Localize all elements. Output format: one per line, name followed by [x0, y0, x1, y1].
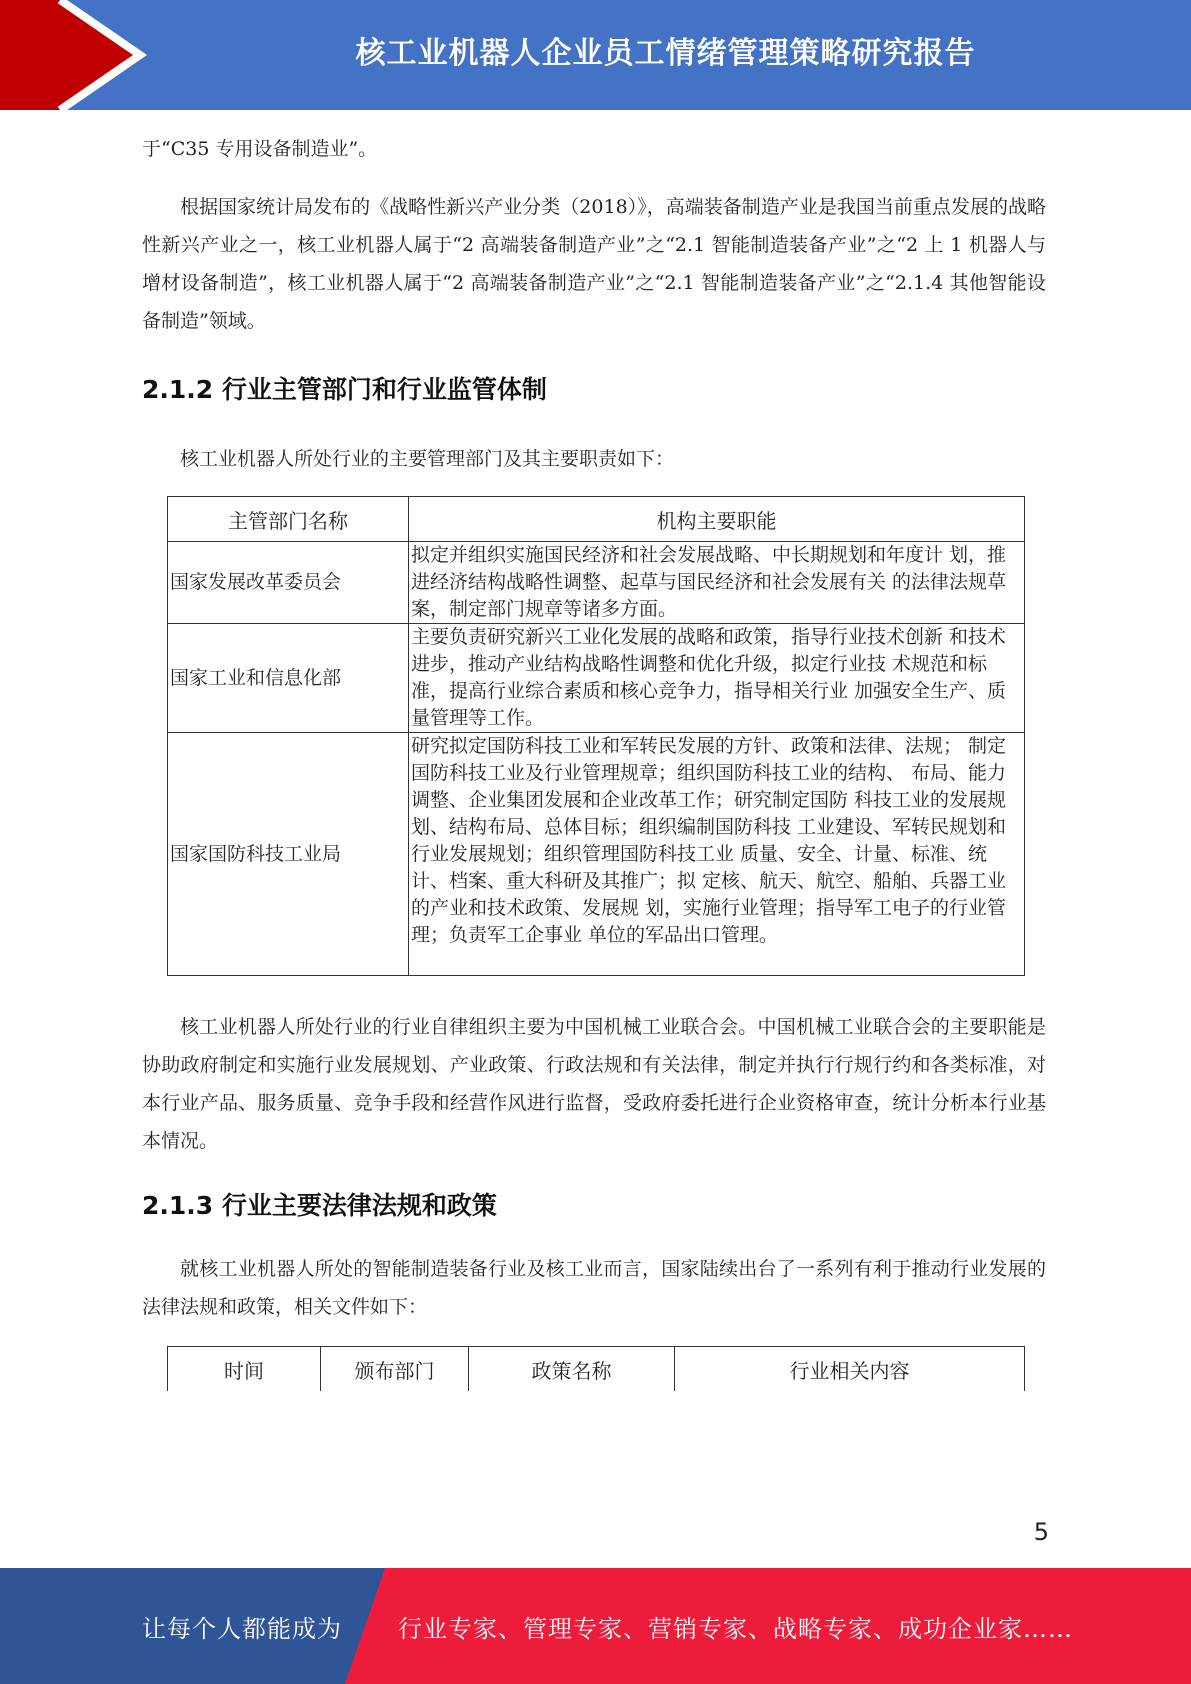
page-footer: [0, 1568, 1191, 1684]
table-header-cell: 政策名称: [469, 1347, 675, 1392]
table-header-cell: 行业相关内容: [675, 1347, 1025, 1392]
report-title: 核工业机器人企业员工情绪管理策略研究报告: [355, 36, 976, 71]
page-header: [0, 0, 1191, 110]
table-cell-duties: 拟定并组织实施国民经济和社会发展战略、中长期规划和年度计 划，推进经济结构战略性调整、起草与国民经济和社会发展有关 的法律法规草案，制定部门规章等诸多方面。: [409, 542, 1025, 624]
section-heading-2-1-2: 2.1.2 行业主管部门和行业监管体制: [142, 375, 547, 404]
table-header-row: [168, 497, 1025, 542]
paragraph-continuation: 于“C35 专用设备制造业”。: [142, 138, 378, 160]
page-content: [142, 130, 1046, 1391]
table-row: [168, 733, 1025, 976]
paragraph-self-regulatory-org: 核工业机器人所处行业的行业自律组织主要为中国机械工业联合会。中国机械工业联合会的主要职能是协助政府制定和实施行业发展规划、产业政策、行政法规和有关法律，制定并执行行规行约和各类标准，对本行业产品、服务质量、竞争手段和经营作风进行监督，受政府委托进行企业资格审查，统计分析本行业基本情况。: [142, 1016, 1046, 1152]
regulators-table: [167, 496, 1025, 976]
section-heading-2-1-3: 2.1.3 行业主要法律法规和政策: [142, 1191, 497, 1220]
table-row: [168, 542, 1025, 624]
table-row: [168, 624, 1025, 733]
table-header-cell: 机构主要职能: [409, 497, 1025, 542]
table-cell-duties: 研究拟定国防科技工业和军转民发展的方针、政策和法律、法规； 制定国防科技工业及行业管理规章；组织国防科技工业的结构、 布局、能力调整、企业集团发展和企业改革工作；研究制定国防 科技工业的发展规划、结构布局、总体目标；组织编制国防科技 工业建设、军转民规划和行业发展规划；组织管理国防科技工业 质量、安全、计量、标准、统计、档案、重大科研及其推广；拟 定核、航天、航空、船舶、兵器工业的产业和技术政策、发展规 划，实施行业管理；指导军工电子的行业管理；负责军工企事业 单位的军品出口管理。: [409, 733, 1025, 976]
paragraph-policy-intro: 就核工业机器人所处的智能制造装备行业及核工业而言，国家陆续出台了一系列有利于推动行业发展的法律法规和政策，相关文件如下：: [142, 1258, 1046, 1318]
footer-slogan-right: 行业专家、管理专家、营销专家、战略专家、成功企业家……: [398, 1614, 1073, 1643]
paragraph-table1-intro: 核工业机器人所处行业的主要管理部门及其主要职责如下：: [180, 448, 675, 470]
footer-slogan-left: 让每个人都能成为: [142, 1614, 342, 1643]
policies-table: [167, 1346, 1025, 1391]
table-header-row: [168, 1347, 1025, 1392]
table-header-cell: 颁布部门: [321, 1347, 469, 1392]
table-cell-dept: 国家工业和信息化部: [168, 624, 409, 733]
table-header-cell: 时间: [168, 1347, 321, 1392]
paragraph-industry-classification: 根据国家统计局发布的《战略性新兴产业分类（2018）》，高端装备制造产业是我国当前重点发展的战略性新兴产业之一，核工业机器人属于“2 高端装备制造产业”之“2.1 智能制造装备产业”之“2 上 1 机器人与增材设备制造”，核工业机器人属于“2 高端装备制造产业”之“2.1 智能制造装备产业”之“2.1.4 其他智能设备制造”领域。: [142, 196, 1046, 332]
table-cell-duties: 主要负责研究新兴工业化发展的战略和政策，指导行业技术创新 和技术进步，推动产业结构战略性调整和优化升级，拟定行业技 术规范和标准，提高行业综合素质和核心竞争力，指导相关行业 加强安全生产、质量管理等工作。: [409, 624, 1025, 733]
table-header-cell: 主管部门名称: [168, 497, 409, 542]
table-cell-dept: 国家发展改革委员会: [168, 542, 409, 624]
page-number: 5: [1033, 1518, 1049, 1546]
table-cell-dept: 国家国防科技工业局: [168, 733, 409, 976]
